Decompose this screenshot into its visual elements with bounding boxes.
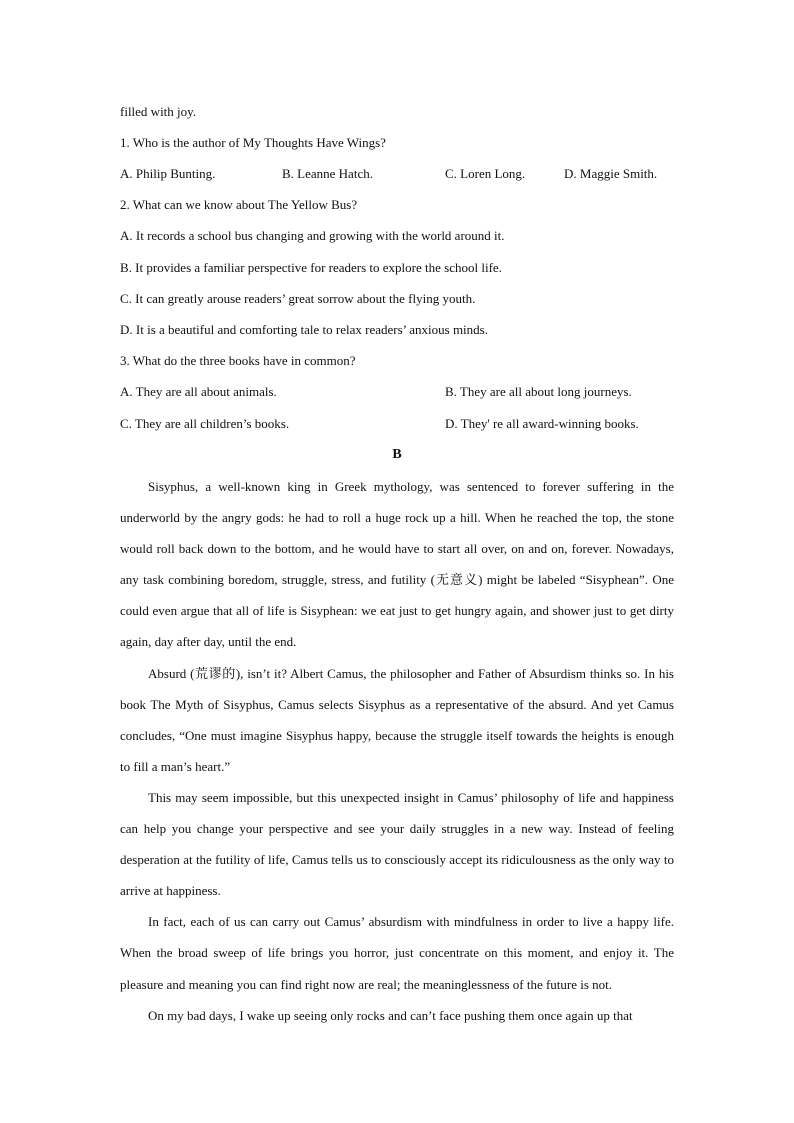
question-1-option-a[interactable]: A. Philip Bunting. (120, 166, 216, 181)
question-3-option-a[interactable]: A. They are all about animals. (120, 384, 277, 399)
question-2-option-a[interactable]: A. It records a school bus changing and growing with the world around it. (120, 228, 505, 243)
question-2-option-d[interactable]: D. It is a beautiful and comforting tale to relax readers’ anxious minds. (120, 322, 488, 337)
section-b-heading: B (392, 447, 402, 462)
passage-paragraph: In fact, each of us can carry out Camus’ absurdism with mindfulness in order to live a happy life. When the broad sweep of life brings you horror, just concentrate on this moment, and enjoy it. The pleasure and meaning you can find right now are real; the meaninglessness of the future is not. (120, 914, 674, 992)
question-3-stem: 3. What do the three books have in common? (120, 353, 356, 368)
question-1-option-b[interactable]: B. Leanne Hatch. (282, 166, 373, 181)
question-2-stem: 2. What can we know about The Yellow Bus? (120, 197, 358, 212)
question-3-option-c[interactable]: C. They are all children’s books. (120, 416, 290, 431)
passage-paragraph: Sisyphus, a well-known king in Greek mythology, was sentenced to forever suffering in the underworld by the angry gods: he had to roll a huge rock up a hill. When he reached the top, the stone would roll back down to the bottom, and he would have to start all over, on and on, forever. Nowadays, any task combining boredom, struggle, stress, and futility (无意义) might be labeled “Sisyphean”. One could even argue that all of life is Sisyphean: we eat just to get hungry again, and shower just to get dirty again, day after day, until the end. (120, 479, 674, 650)
question-1-option-c[interactable]: C. Loren Long. (445, 166, 526, 181)
question-2-option-b[interactable]: B. It provides a familiar perspective for readers to explore the school life. (120, 260, 502, 275)
question-2-option-c[interactable]: C. It can greatly arouse readers’ great sorrow about the flying youth. (120, 291, 476, 306)
passage-paragraph: This may seem impossible, but this unexpected insight in Camus’ philosophy of life and happiness can help you change your perspective and see your daily struggles in a new way. Instead of feeling desperation at the futility of life, Camus tells us to consciously accept its ridiculousness as the only way to arrive at happiness. (120, 789, 674, 899)
passage-continuation: filled with joy. (120, 104, 197, 119)
section-b-passage (120, 471, 674, 1031)
question-3-option-d[interactable]: D. They' re all award-winning books. (445, 416, 639, 431)
question-1-stem: 1. Who is the author of My Thoughts Have Wings? (120, 135, 386, 150)
passage-paragraph: Absurd (荒谬的), isn’t it? Albert Camus, the philosopher and Father of Absurdism thinks so. In his book The Myth of Sisyphus, Camus selects Sisyphus as a representative of the absurd. And yet Camus concludes, “One must imagine Sisyphus happy, because the struggle itself towards the heights is enough to fill a man’s heart.” (120, 665, 674, 774)
question-3-option-b[interactable]: B. They are all about long journeys. (445, 384, 632, 399)
question-1-option-d[interactable]: D. Maggie Smith. (564, 166, 658, 181)
passage-paragraph: On my bad days, I wake up seeing only rocks and can’t face pushing them once again up that (148, 1007, 633, 1023)
